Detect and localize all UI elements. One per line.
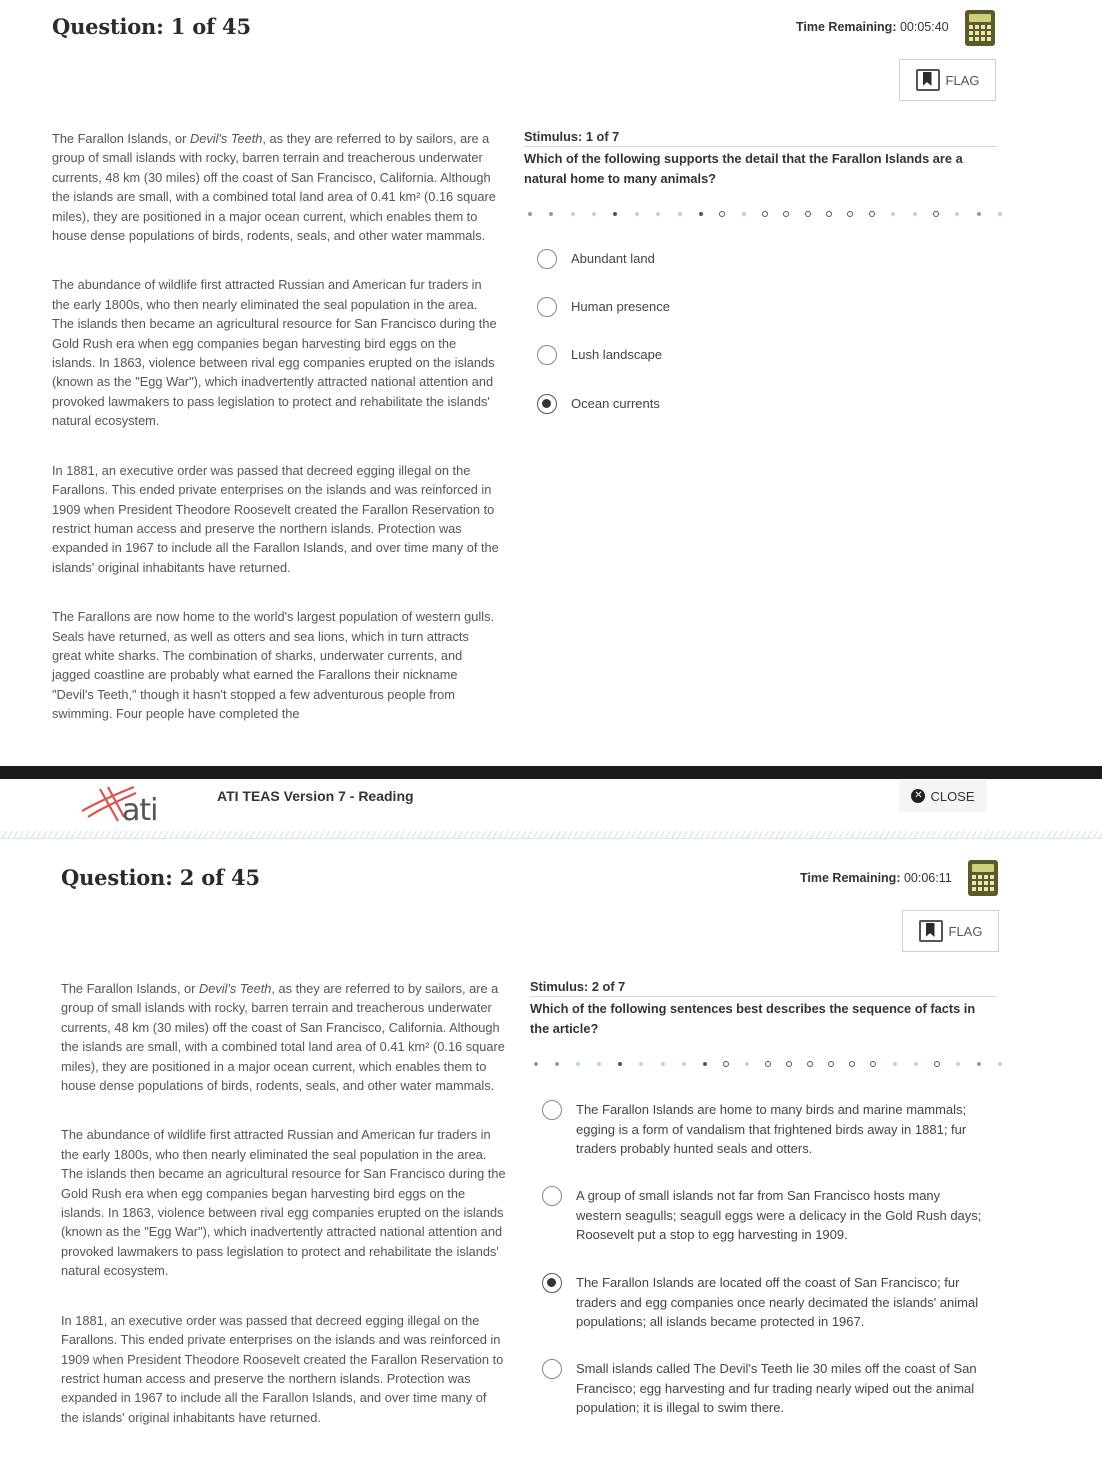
- passage-paragraph-3: In 1881, an executive order was passed that decreed egging illegal on the Farallons. This ended private enterprises on the islands and was reinforced in 1909 when President Theodore Roosevelt created the Farallon Reservation to restrict human access and preserve the northern islands. Protection was expanded in 1967 to include all the Farallon Islands, and over time many of the islands' original inhabitants have returned.: [61, 1312, 504, 1425]
- answer-option[interactable]: [542, 1186, 982, 1245]
- passage-paragraph-1: The Farallon Islands, or Devil's Teeth, as they are referred to by sailors, are a group of small islands with rocky, barren terrain and treacherous underwater currents, 48 km (30 miles) off the coast of San Francisco, California. Although the islands are small, with a combined total land area of 0.41 km² (0.16 square miles), they are positioned in a major ocean current, which enables them to house dense populations of birds, rodents, seals, and other water mammals.: [61, 981, 505, 1094]
- answer-option[interactable]: [537, 394, 660, 414]
- progress-dot: [635, 212, 639, 216]
- progress-dot: [682, 1062, 686, 1066]
- progress-dot: [719, 211, 725, 217]
- answer-option[interactable]: [542, 1359, 982, 1418]
- ati-logo: [78, 781, 178, 829]
- answer-option[interactable]: [537, 345, 662, 365]
- timer: [800, 871, 952, 885]
- answer-option-text: Lush landscape: [571, 347, 663, 362]
- close-icon: ✕: [911, 789, 925, 803]
- progress-dot: [977, 1062, 981, 1066]
- question-progress-dots: [536, 1058, 1000, 1070]
- progress-dot: [534, 1062, 538, 1066]
- question-text: Which of the following supports the detail that the Farallon Islands are a natural home to many animals?: [524, 151, 963, 186]
- progress-dot: [805, 211, 811, 217]
- progress-dot: [783, 211, 789, 217]
- progress-dot: [933, 211, 939, 217]
- answer-option-text: Small islands called The Devil's Teeth lie 30 miles off the coast of San Francisco; egg harvesting and fur trading nearly wiped out the animal population; it is illegal to swim there.: [576, 1361, 977, 1415]
- progress-dot: [571, 212, 575, 216]
- screenshot-divider: [0, 766, 1102, 779]
- answer-option[interactable]: [537, 249, 655, 269]
- progress-dot: [891, 212, 895, 216]
- progress-dot: [998, 212, 1002, 216]
- progress-dot: [592, 212, 596, 216]
- progress-dot: [914, 1062, 918, 1066]
- progress-dot: [765, 1061, 771, 1067]
- progress-dot: [762, 211, 768, 217]
- progress-dot: [998, 1062, 1002, 1066]
- progress-dot: [826, 211, 832, 217]
- bookmark-flag-icon: [919, 920, 943, 942]
- radio-button[interactable]: [537, 249, 557, 269]
- stimulus-block: [524, 129, 997, 188]
- progress-dot: [528, 212, 532, 216]
- flag-label: FLAG: [945, 72, 980, 88]
- progress-dot: [699, 212, 703, 216]
- question-title: Question: 2 of 45: [61, 865, 260, 890]
- timer-value: 00:05:40: [899, 20, 949, 34]
- logo-text: ati: [122, 793, 158, 828]
- timer-value: 00:06:11: [903, 871, 952, 885]
- answer-option-text: The Farallon Islands are located off the coast of San Francisco; fur traders and egg companies once nearly decimated the islands' animal populations; all islands became protected in 1967.: [576, 1275, 979, 1329]
- reading-passage: [61, 979, 506, 1457]
- progress-dot: [597, 1062, 601, 1066]
- progress-dot: [549, 212, 553, 216]
- timer-label: Time Remaining:: [796, 20, 897, 34]
- flag-button[interactable]: [899, 59, 996, 101]
- progress-dot: [661, 1062, 665, 1066]
- app-title: ATI TEAS Version 7 - Reading: [217, 788, 414, 804]
- radio-button[interactable]: [542, 1100, 562, 1120]
- progress-dot: [656, 212, 660, 216]
- progress-dot: [956, 1062, 960, 1066]
- question-title: Question: 1 of 45: [52, 14, 251, 39]
- progress-dot: [913, 212, 917, 216]
- progress-dot: [869, 211, 875, 217]
- progress-dot: [934, 1061, 940, 1067]
- answer-option-text: Human presence: [571, 299, 670, 314]
- progress-dot: [639, 1062, 643, 1066]
- radio-button[interactable]: [542, 1359, 562, 1379]
- app-header: [0, 779, 1102, 835]
- question-panel-2: [0, 779, 1102, 1464]
- progress-dot: [703, 1062, 707, 1066]
- radio-button[interactable]: [542, 1273, 562, 1293]
- progress-dot: [742, 212, 746, 216]
- calculator-icon[interactable]: [965, 10, 995, 46]
- flag-button[interactable]: [902, 910, 999, 952]
- emphasized-nickname: Devil's Teeth: [199, 981, 272, 996]
- stimulus-label: Stimulus: 2 of 7: [530, 979, 996, 997]
- progress-dot: [678, 212, 682, 216]
- progress-dot: [955, 212, 959, 216]
- progress-dot: [977, 212, 981, 216]
- close-label: CLOSE: [930, 788, 975, 804]
- calculator-icon[interactable]: [968, 860, 998, 896]
- bookmark-flag-icon: [916, 69, 940, 91]
- close-button[interactable]: [899, 780, 987, 812]
- question-progress-dots: [530, 208, 1000, 220]
- progress-dot: [576, 1062, 580, 1066]
- passage-paragraph-2: The abundance of wildlife first attracted Russian and American fur traders in the early 1800s, who then nearly eliminated the seal population in the area. The islands then became an agricultural resource for San Francisco during the Gold Rush era when egg companies began harvesting bird eggs on the islands. In 1863, violence between rival egg companies erupted on the islands (known as the "Egg War"), which inadvertently attracted national attention and provoked lawmakers to pass legislation to protect and rehabilitate the islands' natural ecosystem.: [61, 1127, 506, 1279]
- answer-option-text: A group of small islands not far from San Francisco hosts many western seagulls; seagull eggs were a delicacy in the Gold Rush days; Roosevelt put a stop to egg harvesting in 1909.: [576, 1188, 982, 1242]
- passage-paragraph-2: The abundance of wildlife first attracted Russian and American fur traders in the early 1800s, who then nearly eliminated the seal population in the area. The islands then became an agricultural resource for San Francisco during the Gold Rush era when egg companies began harvesting bird eggs on the islands. In 1863, violence between rival egg companies erupted on the islands (known as the "Egg War"), which inadvertently attracted national attention and provoked lawmakers to pass legislation to protect and rehabilitate the islands' natural ecosystem.: [52, 277, 497, 429]
- progress-dot: [807, 1061, 813, 1067]
- answer-option-text: The Farallon Islands are home to many birds and marine mammals; egging is a form of vandalism that frightened birds away in 1881; fur traders probably hunted seals and otters.: [576, 1102, 967, 1156]
- header-divider-hatch: [0, 831, 1102, 839]
- progress-dot: [828, 1061, 834, 1067]
- passage-paragraph-3: In 1881, an executive order was passed that decreed egging illegal on the Farallons. This ended private enterprises on the islands and was reinforced in 1909 when President Theodore Roosevelt created the Farallon Reservation to restrict human access and preserve the northern islands. Protection was expanded in 1967 to include all the Farallon Islands, and over time many of the islands' original inhabitants have returned.: [52, 462, 499, 575]
- stimulus-block: [530, 979, 996, 1038]
- radio-button[interactable]: [537, 297, 557, 317]
- progress-dot: [849, 1061, 855, 1067]
- answer-option-text: Ocean currents: [571, 396, 660, 411]
- radio-button[interactable]: [537, 394, 557, 414]
- answer-option-text: Abundant land: [571, 251, 655, 266]
- radio-button[interactable]: [542, 1186, 562, 1206]
- passage-paragraph-4: The Farallons are now home to the world's largest population of western gulls. Seals have returned, as well as otters and sea lions, which in turn attracts great white sharks. The combination of sharks, underwater currents, and jagged coastline are probably what earned the Farallons their nickname "Devil's Teeth," though it hasn't stopped a few adventurous people from swimming. Four people have completed the: [52, 609, 495, 722]
- answer-option[interactable]: [542, 1273, 982, 1332]
- flag-label: FLAG: [948, 923, 983, 939]
- progress-dot: [618, 1062, 622, 1066]
- progress-dot: [613, 212, 617, 216]
- passage-paragraph-1: The Farallon Islands, or Devil's Teeth, as they are referred to by sailors, are a group of small islands with rocky, barren terrain and treacherous underwater currents, 48 km (30 miles) off the coast of San Francisco, California. Although the islands are small, with a combined total land area of 0.41 km² (0.16 square miles), they are positioned in a major ocean current, which enables them to house dense populations of birds, rodents, seals, and other water mammals.: [52, 131, 496, 244]
- emphasized-nickname: Devil's Teeth: [190, 131, 263, 146]
- stimulus-label: Stimulus: 1 of 7: [524, 129, 997, 147]
- progress-dot: [745, 1062, 749, 1066]
- answer-option[interactable]: [542, 1100, 982, 1159]
- progress-dot: [893, 1062, 897, 1066]
- progress-dot: [786, 1061, 792, 1067]
- timer-label: Time Remaining:: [800, 871, 901, 885]
- radio-button[interactable]: [537, 345, 557, 365]
- reading-passage: [52, 129, 500, 754]
- timer: [796, 20, 949, 34]
- answer-option[interactable]: [537, 297, 670, 317]
- progress-dot: [870, 1061, 876, 1067]
- progress-dot: [847, 211, 853, 217]
- question-text: Which of the following sentences best describes the sequence of facts in the article?: [530, 1001, 976, 1036]
- progress-dot: [555, 1062, 559, 1066]
- progress-dot: [723, 1061, 729, 1067]
